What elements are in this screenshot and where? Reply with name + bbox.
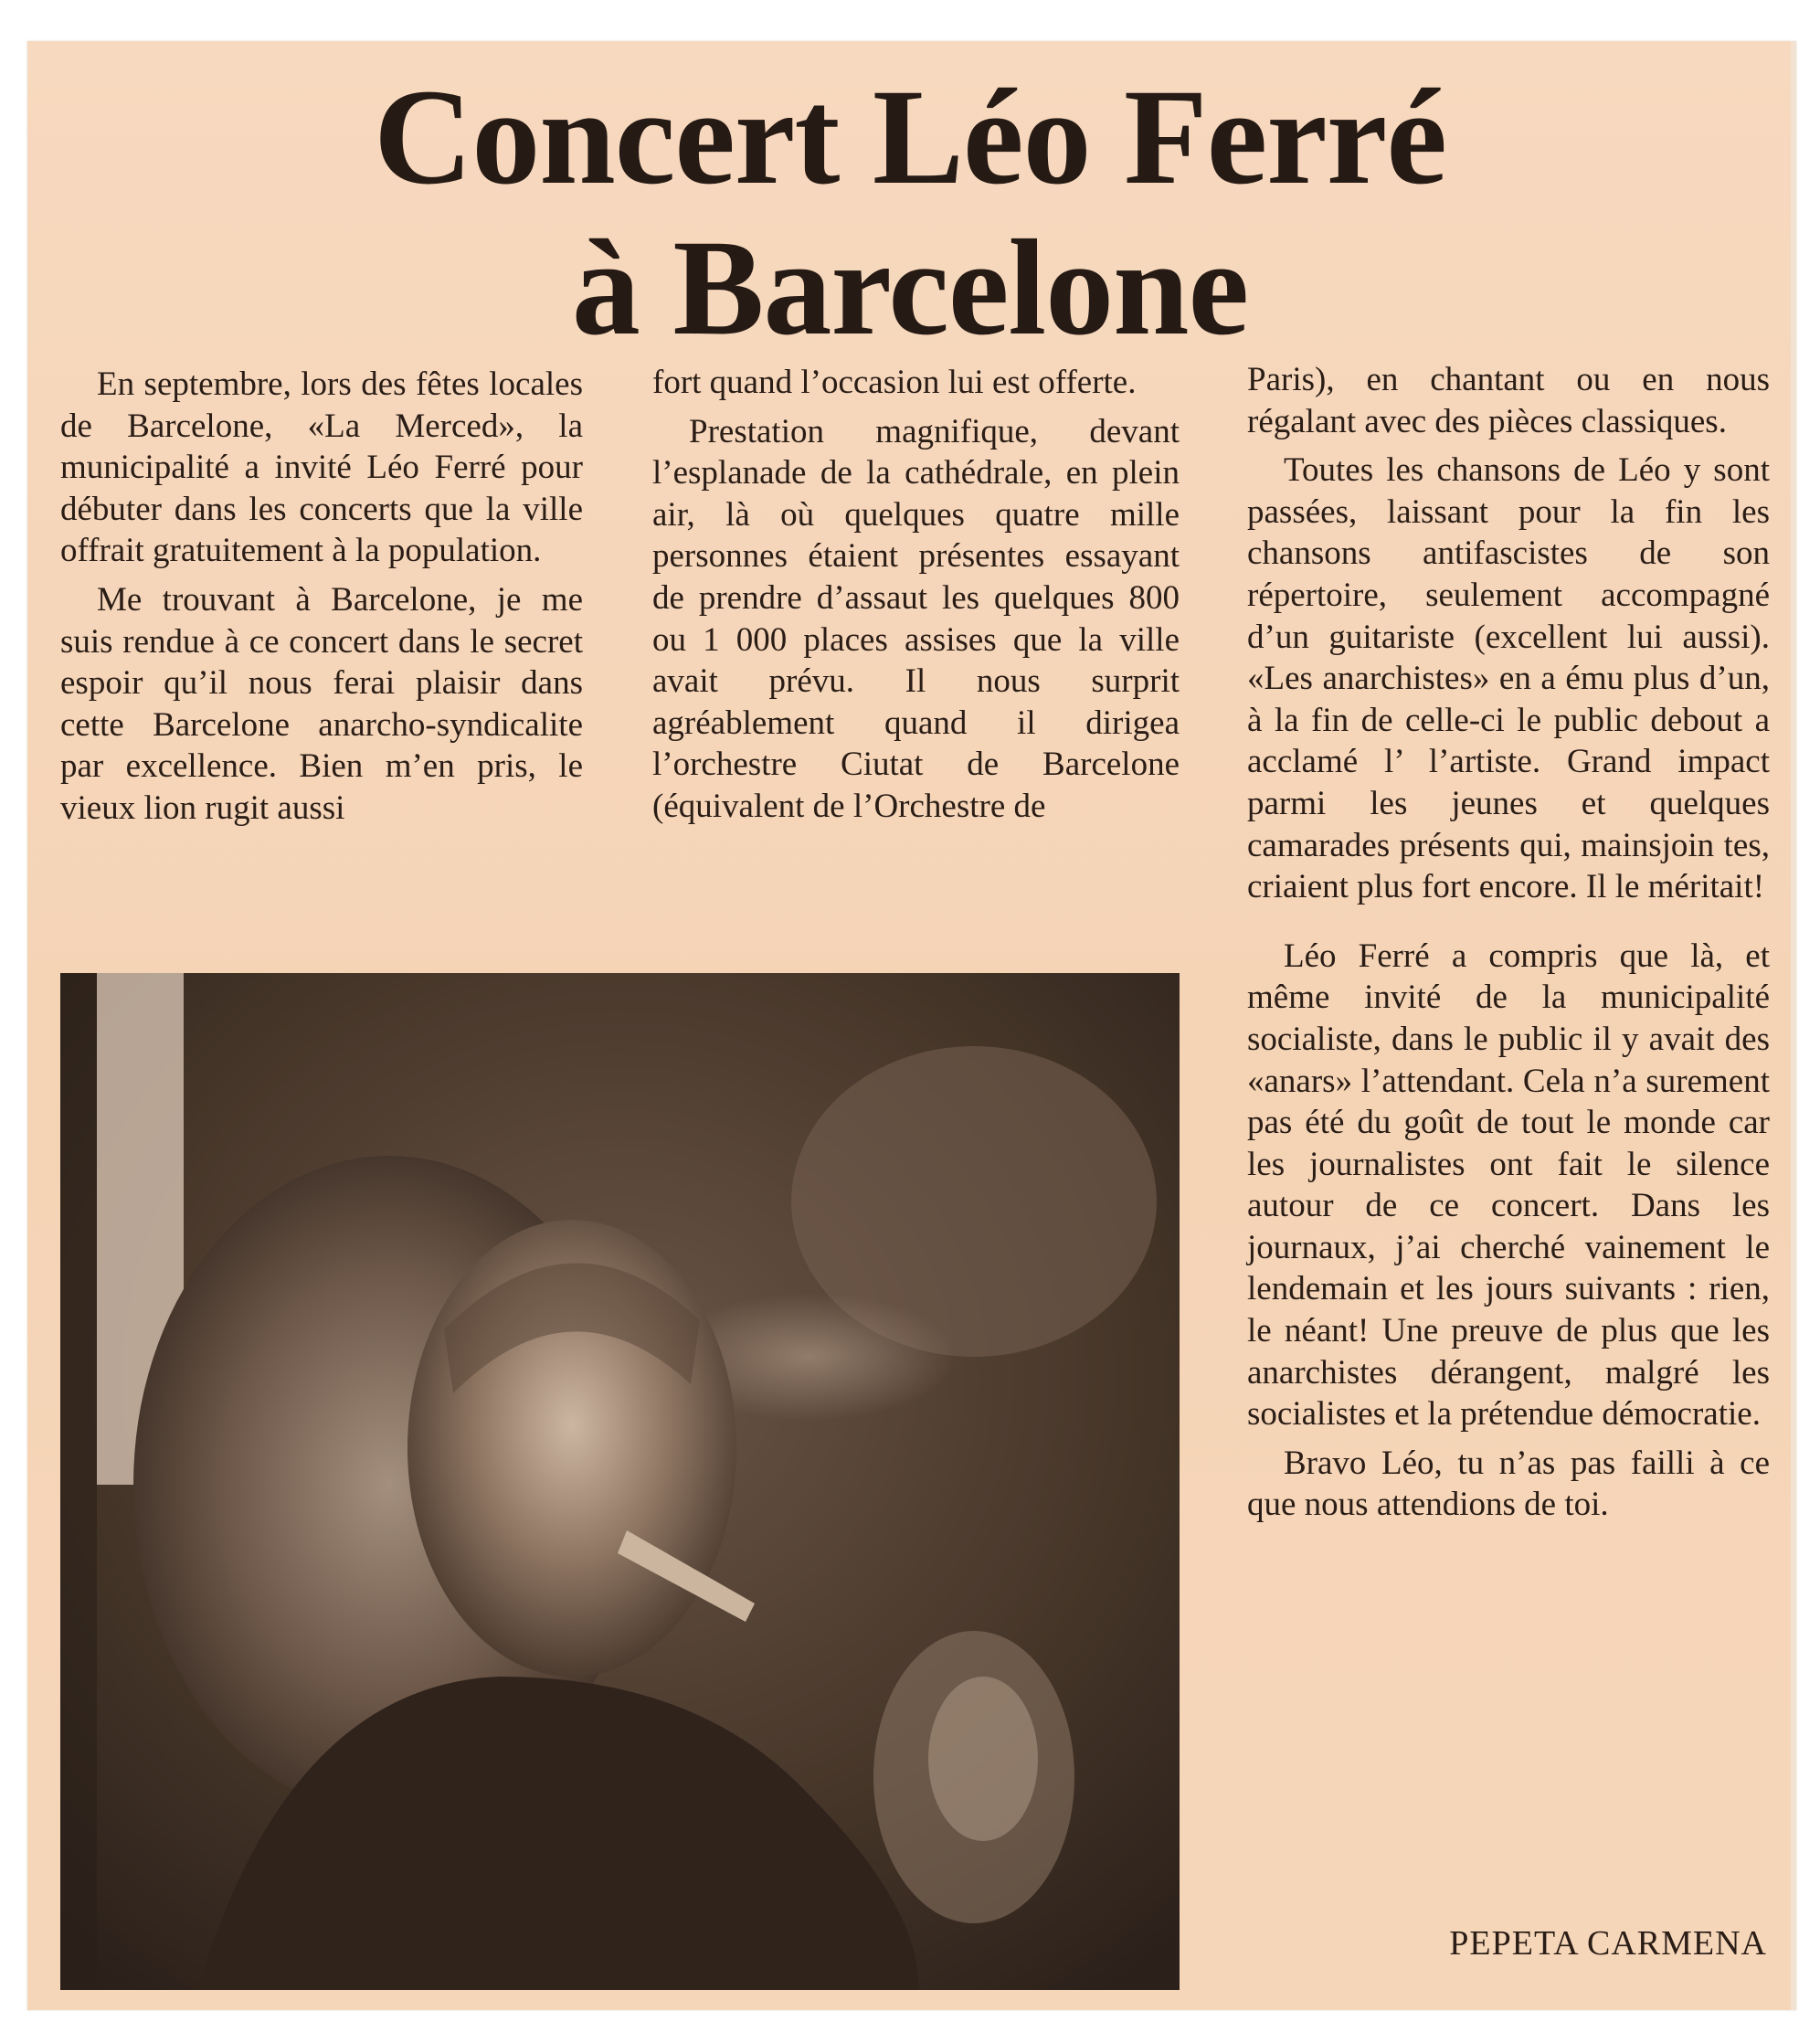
paragraph-chansons: Toutes les chansons de Léo y sont passées, laissant pour la fin les chansons antifascistes de son répertoire, seulement accompagné d’un guitariste (excellent lui aussi). «Les anarchistes» en a ému plus d’un, à la fin de celle-ci le public debout a acclamé l’ l’artiste. Grand impact parmi les jeunes et quelques camarades présents qui, mainsjoin tes, criaient plus fort encore. Il le méritait! xyxy=(1247,451,1770,906)
headline-line-1: Concert Léo Ferré xyxy=(374,61,1446,213)
article-column-2 xyxy=(652,362,1180,835)
article-column-1 xyxy=(60,364,583,837)
headline-line-2: à Barcelone xyxy=(571,212,1249,364)
paragraph-continuation: fort quand l’occasion lui est offerte. xyxy=(652,364,1137,401)
paragraph-prestation: Prestation magnifique, devant l’esplanade de la cathédrale, en plein air, là où quelques quatre mille personnes étaient présentes essayant de prendre d’assaut les quelques 800 ou 1 000 places assises que la ville avait prévu. Il nous surprit agréablement quand il dirigea l’orchestre Ciutat de Barcelone (équivalent de l’Orchestre de xyxy=(652,412,1180,825)
author-signature: PEPETA CARMENA xyxy=(1449,1924,1767,1963)
paragraph-barcelone: Me trouvant à Barcelone, je me suis rendue à ce concert dans le secret espoir qu’il nous ferai plaisir dans cette Barcelone anarcho-syndicalite par excellence. Bien m’en pris, le vieux lion rugit aussi xyxy=(60,580,583,827)
portrait-smoking-cigar-image xyxy=(60,973,1180,1990)
paragraph-intro: En septembre, lors des fêtes locales de Barcelone, «La Merced», la municipalité a invité Léo Ferré pour débuter dans les concerts que la ville offrait gratuitement à la population. xyxy=(60,365,583,570)
paragraph-paris: Paris), en chantant ou en nous régalant avec des pièces classiques. xyxy=(1247,361,1770,440)
article-column-3 xyxy=(1247,359,1770,1533)
paragraph-compris: Léo Ferré a compris que là, et même invité de la municipalité socialiste, dans le public il y avait des «anars» l’attendant. Cela n’a surement pas été du goût de tout le monde car les journalistes ont fait le silence autour de ce concert. Dans les journaux, j’ai cherché vainement le lendemain et les jours suivants : rien, le néant! Une preuve de plus que les anarchistes dérangent, malgré les socialistes et la prétendue démocratie. xyxy=(1247,937,1770,1434)
leo-ferre-photograph xyxy=(60,973,1180,1990)
paragraph-bravo: Bravo Léo, tu n’as pas failli à ce que nous attendions de toi. xyxy=(1247,1444,1770,1524)
